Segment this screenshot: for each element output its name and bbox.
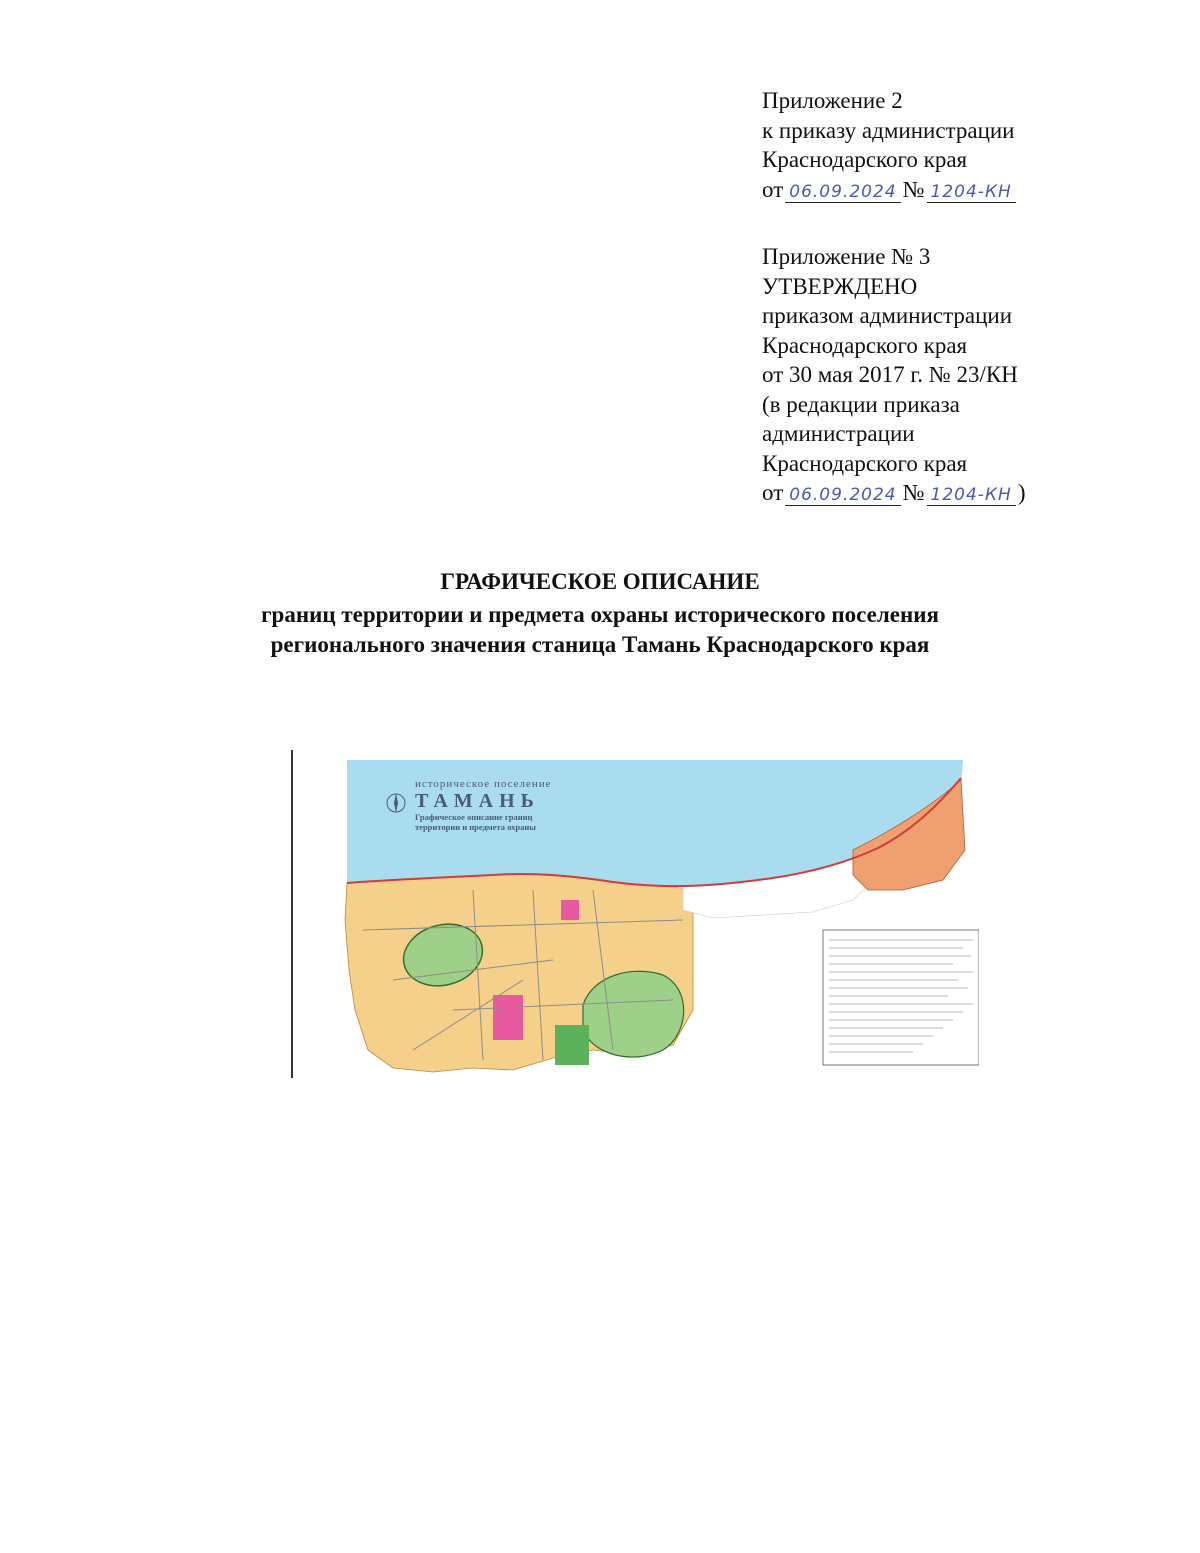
approved-label: УТВЕРЖДЕНО — [762, 273, 918, 299]
compass-emblem-icon — [385, 792, 407, 814]
handwritten-number: 1204-КН — [927, 485, 1016, 506]
handwritten-date: 06.09.2024 — [785, 485, 900, 506]
legend-text-panel — [823, 930, 979, 1065]
appendix-3-line: от 30 мая 2017 г. № 23/КН — [762, 362, 1018, 387]
green-area-east — [583, 971, 684, 1057]
appendix-3-line: приказом администрации — [762, 303, 1013, 328]
handwritten-date: 06.09.2024 — [785, 182, 900, 203]
appendix-3-line: Краснодарского края — [762, 450, 968, 476]
pink-zone-south — [493, 995, 523, 1040]
appendix-3-block — [762, 242, 1025, 508]
appendix-2-title: Приложение 2 — [762, 88, 903, 113]
document-subtitle-line-2: регионального значения станица Тамань Краснодарского края — [270, 632, 930, 657]
appendix-3-date-line — [762, 478, 1025, 508]
pink-zone-center — [561, 900, 579, 920]
appendix-2-line: Краснодарского края — [762, 147, 968, 172]
appendix-3-line: (в редакции приказа — [762, 391, 960, 417]
map-subtitle-2: территории и предмета охраны — [415, 822, 536, 832]
appendix-2-block — [762, 86, 1018, 204]
closing-paren: ) — [1017, 480, 1026, 505]
number-prefix: № — [902, 480, 925, 505]
map-name: ТАМАНЬ — [415, 790, 540, 812]
number-prefix: № — [902, 176, 925, 202]
appendix-2-date-line — [762, 175, 1018, 205]
green-area-south — [555, 1025, 589, 1065]
from-prefix: от — [762, 176, 784, 202]
appendix-3-title: Приложение № 3 — [762, 244, 931, 269]
document-subtitle-line-1: границ территории и предмета охраны исторического поселения — [261, 602, 939, 627]
from-prefix: от — [762, 480, 784, 505]
map-figure — [291, 750, 979, 1078]
map-subtitle-1: Графическое описание границ — [415, 812, 533, 822]
map-title-block — [401, 778, 591, 832]
appendix-3-line: администрации — [762, 421, 915, 446]
appendix-2-line: к приказу администрации — [762, 117, 1015, 143]
map-supertitle: историческое поселение — [415, 778, 552, 790]
handwritten-number: 1204-КН — [927, 182, 1016, 203]
appendix-3-line: Краснодарского края — [762, 332, 968, 358]
document-title: ГРАФИЧЕСКОЕ ОПИСАНИЕ — [440, 569, 760, 594]
